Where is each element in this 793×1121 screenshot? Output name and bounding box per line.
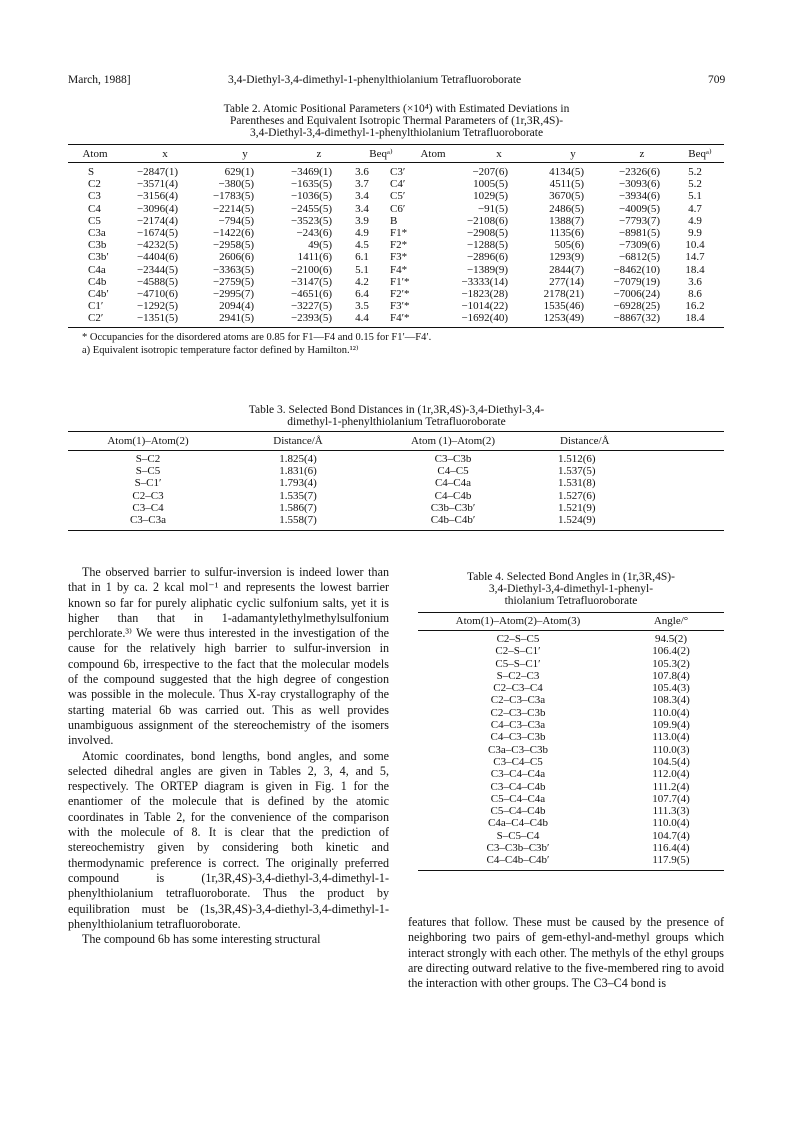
- table-cell: −1288(5): [466, 239, 508, 252]
- table-cell: −3096(4): [136, 202, 178, 215]
- table2-caption-line: Parentheses and Equivalent Isotropic Thermal Parameters of (1r,3R,4S)-: [229, 115, 564, 127]
- table-row: [418, 793, 724, 805]
- table2-bottom-rule: [68, 327, 724, 328]
- table-cell: C3–C4–C4b: [490, 780, 546, 793]
- table-cell: 4134(5): [549, 166, 584, 178]
- table-cell: −1635(5): [290, 178, 332, 191]
- table-cell: 1.558(7): [279, 514, 317, 527]
- table-cell: −1292(5): [136, 300, 178, 313]
- table-cell: 109.9(4): [652, 719, 690, 732]
- table-row: [418, 633, 724, 645]
- table2-col-atom: Atom: [420, 148, 446, 160]
- table-row: [68, 215, 724, 227]
- table-cell: F4′*: [390, 312, 410, 325]
- left-column-text: [68, 565, 389, 947]
- table-cell: 110.0(4): [652, 706, 690, 719]
- table-cell: 14.7: [685, 251, 705, 264]
- table-cell: C3a: [88, 227, 106, 240]
- table4-caption-line: thiolanium Tetrafluoroborate: [504, 595, 638, 607]
- table-cell: F2′*: [390, 288, 410, 301]
- table-cell: F3*: [390, 251, 408, 264]
- table-cell: −1692(40): [461, 312, 508, 325]
- table-cell: 2844(7): [549, 263, 584, 276]
- table3-caption-line: dimethyl-1-phenylthiolanium Tetrafluoroborate: [287, 416, 506, 428]
- table-cell: 49(5): [308, 239, 332, 252]
- paragraph: The compound 6b has some interesting structural: [82, 932, 321, 947]
- table-cell: 1.825(4): [279, 453, 317, 465]
- table-cell: −3227(5): [290, 300, 332, 313]
- table-cell: −2958(5): [212, 239, 254, 252]
- table-cell: −4588(5): [136, 275, 178, 288]
- table3-top-rule: [68, 431, 724, 432]
- table-cell: −794(5): [218, 214, 254, 227]
- table2-col-z: z: [639, 148, 645, 160]
- table-cell: 1.537(5): [558, 465, 596, 478]
- paragraph: Atomic coordinates, bond lengths, bond angles, and some selected dihedral angles are given in Tables 2, 3, 4, and 5, respectively. The ORTEP diagram is given in Fig. 1 for the enantiomer of the molecule that is defined by the atomic coordinates in Table 2, for the convenience of the comparison with the molecule of 8. It is clear that the prediction of stereochemistry given by considering both kinetic and thermodynamic preference is correct. The originally preferred compound is (1r,3R,4S)-3,4-diethyl-3,4-dimethyl-1-phenylthiolanium tetrafluoroborate. Thus the product by equilibration must be (1s,3R,4S)-3,4-diethyl-3,4-dimethyl-1-phenylthiolanium tetrafluoroborate.: [68, 748, 389, 931]
- table-cell: 5.2: [688, 178, 702, 191]
- table-cell: C3–C3a: [129, 514, 167, 527]
- table-cell: −6928(25): [613, 300, 660, 313]
- table-row: [418, 854, 724, 866]
- table-cell: −3147(5): [290, 275, 332, 288]
- table-cell: 108.3(4): [652, 694, 690, 707]
- table-cell: −3156(4): [136, 190, 178, 203]
- table-cell: −2393(5): [290, 312, 332, 325]
- table-cell: 6.4: [355, 288, 369, 301]
- table-cell: S: [88, 166, 95, 178]
- table-cell: C3a–C3–C3b: [488, 743, 548, 756]
- table-cell: 3.4: [355, 202, 369, 215]
- table-cell: −2214(5): [212, 202, 254, 215]
- table-cell: 117.9(5): [652, 854, 690, 867]
- table-cell: C5′: [390, 190, 406, 203]
- table-row: [68, 227, 724, 239]
- table4-caption-line: Table 4. Selected Bond Angles in (1r,3R,4S)-: [467, 571, 675, 583]
- table4-bottom-rule: [418, 870, 724, 871]
- table-cell: −1351(5): [136, 312, 178, 325]
- table4-col-angle: Angle/°: [653, 615, 689, 627]
- table-row: [418, 842, 724, 854]
- table2-col-z: z: [316, 148, 322, 160]
- table-cell: −2100(6): [290, 263, 332, 276]
- table-cell: −2108(6): [466, 214, 508, 227]
- table-cell: 2094(4): [219, 300, 254, 313]
- table-cell: 110.0(3): [652, 743, 690, 756]
- table3-header: [68, 435, 724, 447]
- table-cell: 1.512(6): [558, 453, 596, 465]
- table-cell: −4404(6): [136, 251, 178, 264]
- table2-header-rule: [68, 162, 724, 163]
- table-cell: −1389(9): [466, 263, 508, 276]
- table-cell: 1293(9): [549, 251, 584, 264]
- table-cell: C3–C4–C4a: [490, 768, 546, 781]
- table-cell: −2174(4): [136, 214, 178, 227]
- table-cell: −3093(6): [618, 178, 660, 191]
- table-cell: −7309(6): [618, 239, 660, 252]
- table-cell: 1029(5): [473, 190, 508, 203]
- table-cell: 3.9: [355, 214, 369, 227]
- table-cell: −2908(5): [466, 227, 508, 240]
- table-cell: −3333(14): [461, 275, 508, 288]
- table-cell: 116.4(4): [652, 842, 690, 855]
- table-cell: 104.5(4): [652, 755, 690, 768]
- table-row: [418, 768, 724, 780]
- table-cell: 18.4: [685, 312, 705, 325]
- table-cell: C3–C4: [132, 501, 164, 514]
- paragraph: features that follow. These must be caused by the presence of neighboring two pairs of gem-ethyl-and-methyl groups which interact strongly with each other. The methyls of the ethyl groups are directing outward relative to the five-membered ring to avoid the interaction with other groups. The C3–C4 bond is: [408, 915, 724, 991]
- table-cell: −207(6): [472, 166, 508, 178]
- table2-col-y: y: [242, 148, 248, 160]
- table-cell: 1388(7): [549, 214, 584, 227]
- table-cell: C4–C5: [437, 465, 469, 478]
- table-cell: 6.1: [355, 251, 369, 264]
- table-cell: 94.5(2): [654, 633, 688, 645]
- table-cell: C2–S–C5: [496, 633, 540, 645]
- table-cell: 505(6): [554, 239, 584, 252]
- table-row: [68, 239, 724, 251]
- table-row: [418, 781, 724, 793]
- table-cell: 18.4: [685, 263, 705, 276]
- table-cell: 4.7: [688, 202, 702, 215]
- table-cell: −2455(5): [290, 202, 332, 215]
- table-cell: C2–S–C1′: [495, 645, 541, 658]
- table-cell: 1.793(4): [279, 477, 317, 490]
- table-cell: 629(1): [224, 166, 254, 178]
- table-row: [418, 731, 724, 743]
- table3-body: [68, 453, 724, 526]
- table-cell: 2606(6): [219, 251, 254, 264]
- table-cell: 105.3(2): [652, 657, 690, 670]
- table-cell: C4–C4a: [434, 477, 472, 490]
- table-cell: −3571(4): [136, 178, 178, 191]
- table-cell: 1.521(9): [558, 501, 596, 514]
- table-cell: F3′*: [390, 300, 410, 313]
- table-cell: C4–C4b: [434, 489, 472, 502]
- table-cell: 4.2: [355, 275, 369, 288]
- table-cell: 1535(46): [543, 300, 584, 313]
- table2-col-x: x: [162, 148, 168, 160]
- table-cell: C2–C3–C3b: [490, 706, 546, 719]
- table-cell: C4: [88, 202, 101, 215]
- table-cell: C4a–C4–C4b: [488, 817, 548, 830]
- table-row: [418, 719, 724, 731]
- table3-col-distance: Distance/Å: [560, 435, 610, 447]
- table-cell: 1.531(8): [558, 477, 596, 490]
- table-cell: 1253(49): [543, 312, 584, 325]
- paragraph: The observed barrier to sulfur-inversion is indeed lower than that in 1 by ca. 2 kcal mol⁻¹ and represents the lowest barrier known so far for purely aliphatic cyclic sulfonium salts, yet it is higher than that in 1-adamantylethylmethylsulfonium perchlorate.³⁾ We were thus interested in the investigation of the cause for the relatively high barrier to sulfur-inversion in compound 6b, irrespective to the fact that the molecular models of the compound suggested that the high degree of congestion was possible in the molecule. Thus X-ray crystallography of the starting material 6b was carried out. This as well provides unambiguous assignment of the stereochemistry of the isomers involved.: [68, 565, 389, 748]
- table-row: [68, 288, 724, 300]
- table-cell: −6812(5): [618, 251, 660, 264]
- table2-body: [68, 166, 724, 325]
- table-cell: 1.524(9): [558, 514, 596, 527]
- table-cell: C2: [88, 178, 101, 191]
- table-cell: −1783(5): [212, 190, 254, 203]
- table-cell: C3′: [390, 166, 406, 178]
- table-cell: S–C1′: [134, 477, 162, 490]
- table-row: [418, 682, 724, 694]
- table2-col-y: y: [570, 148, 576, 160]
- table-cell: C2–C3–C4: [493, 682, 543, 695]
- table-cell: F2*: [390, 239, 408, 252]
- table-cell: 2941(5): [219, 312, 254, 325]
- table-cell: −8462(10): [613, 263, 660, 276]
- table-cell: 110.0(4): [652, 817, 690, 830]
- table-cell: −7079(19): [613, 275, 660, 288]
- table-cell: C3b′: [88, 251, 109, 264]
- table-cell: −243(6): [296, 227, 332, 240]
- table4-col-atoms: Atom(1)–Atom(2)–Atom(3): [455, 615, 581, 627]
- table-cell: 106.4(2): [652, 645, 690, 658]
- table-cell: −3934(6): [618, 190, 660, 203]
- table-cell: 1005(5): [473, 178, 508, 191]
- table-cell: 1.535(7): [279, 489, 317, 502]
- table-cell: 5.2: [688, 166, 702, 178]
- table-row: [418, 694, 724, 706]
- table-cell: C4a: [88, 263, 106, 276]
- table2-col-x: x: [496, 148, 502, 160]
- table-cell: 277(14): [549, 275, 584, 288]
- table-cell: 111.2(4): [652, 780, 690, 793]
- table-cell: C3b–C3b′: [430, 501, 476, 514]
- table-cell: −8867(32): [613, 312, 660, 325]
- table-row: [68, 514, 724, 526]
- table4-caption: [418, 571, 724, 607]
- table-cell: −7006(24): [613, 288, 660, 301]
- table-cell: −2344(5): [136, 263, 178, 276]
- table-cell: C4b–C4b′: [430, 514, 476, 527]
- table2-footnote-a: a) Equivalent isotropic temperature factor defined by Hamilton.¹²⁾: [82, 345, 359, 356]
- table-row: [68, 453, 724, 465]
- table2-footnote-occupancy: * Occupancies for the disordered atoms are 0.85 for F1—F4 and 0.15 for F1′—F4′.: [82, 332, 432, 343]
- table-row: [418, 670, 724, 682]
- table-cell: S–C5: [135, 465, 161, 478]
- running-header-date: March, 1988]: [68, 74, 131, 86]
- table-cell: C3–C4–C5: [493, 755, 543, 768]
- table-cell: C1′: [88, 300, 104, 313]
- table-cell: 4511(5): [549, 178, 584, 191]
- table-cell: −8981(5): [618, 227, 660, 240]
- table-cell: C4′: [390, 178, 406, 191]
- table-cell: C2–C3: [132, 489, 164, 502]
- table-cell: −380(5): [218, 178, 254, 191]
- table-cell: 8.6: [688, 288, 702, 301]
- table-cell: −4710(6): [136, 288, 178, 301]
- table-row: [68, 166, 724, 178]
- table-cell: S–C2–C3: [496, 669, 540, 682]
- table2-header: [68, 148, 724, 160]
- table-cell: −2759(5): [212, 275, 254, 288]
- table-cell: 16.2: [685, 300, 705, 313]
- table-cell: 113.0(4): [652, 731, 690, 744]
- table-cell: 5.1: [355, 263, 369, 276]
- table-cell: C4b′: [88, 288, 109, 301]
- table2-caption: [100, 103, 693, 139]
- page-number: 709: [708, 74, 726, 86]
- table-row: [418, 817, 724, 829]
- table-cell: C5–C4–C4a: [490, 792, 546, 805]
- table-cell: −2326(6): [618, 166, 660, 178]
- table-row: [68, 178, 724, 190]
- table-cell: −1674(5): [136, 227, 178, 240]
- right-column-text: [408, 915, 724, 991]
- table-row: [68, 465, 724, 477]
- table-row: [68, 300, 724, 312]
- table-cell: −91(5): [477, 202, 508, 215]
- table-cell: S–C2: [135, 453, 161, 465]
- table4-top-rule: [418, 612, 724, 613]
- table-cell: 1135(6): [549, 227, 584, 240]
- table-cell: 3.5: [355, 300, 369, 313]
- table-cell: −2896(6): [466, 251, 508, 264]
- table-cell: 1.831(6): [279, 465, 317, 478]
- table3-col-distance: Distance/Å: [273, 435, 323, 447]
- table2-top-rule: [68, 144, 724, 145]
- table4-caption-line: 3,4-Diethyl-3,4-dimethyl-1-phenyl-: [488, 583, 654, 595]
- table-cell: 4.4: [355, 312, 369, 325]
- table-cell: 1411(6): [297, 251, 332, 264]
- table-cell: 4.5: [355, 239, 369, 252]
- table-cell: −7793(7): [618, 214, 660, 227]
- table-cell: C5–C4–C4b: [490, 805, 546, 818]
- table2-col-beq: Beqᵃ⁾: [369, 148, 393, 160]
- table-cell: B: [390, 214, 398, 227]
- table3-bottom-rule: [68, 530, 724, 531]
- table-cell: −1014(22): [461, 300, 508, 313]
- table2-caption-line: Table 2. Atomic Positional Parameters (×10⁴) with Estimated Deviations in: [223, 103, 570, 115]
- table-cell: 107.8(4): [652, 669, 690, 682]
- table-cell: 111.3(3): [652, 805, 690, 818]
- table3-col-atoms: Atom (1)–Atom(2): [410, 435, 495, 447]
- table-cell: −4009(5): [618, 202, 660, 215]
- table-cell: 104.7(4): [652, 829, 690, 842]
- table-row: [418, 645, 724, 657]
- table-cell: −1823(28): [461, 288, 508, 301]
- table-cell: −1422(6): [212, 227, 254, 240]
- table2-caption-line: 3,4-Diethyl-3,4-dimethyl-1-phenylthiolanium Tetrafluoroborate: [249, 127, 544, 139]
- table-cell: −3469(1): [290, 166, 332, 178]
- table-cell: C4–C3–C3a: [490, 719, 546, 732]
- table-cell: 3.6: [688, 275, 702, 288]
- table-cell: 1.586(7): [279, 501, 317, 514]
- table-cell: 4.9: [688, 214, 702, 227]
- table-cell: 112.0(4): [652, 768, 690, 781]
- table-cell: 4.9: [355, 227, 369, 240]
- table-cell: −3363(5): [212, 263, 254, 276]
- table-cell: 3.4: [355, 190, 369, 203]
- table-cell: −1036(5): [290, 190, 332, 203]
- table-cell: C5–S–C1′: [495, 657, 541, 670]
- table-row: [68, 490, 724, 502]
- table-cell: 3.7: [355, 178, 369, 191]
- table3-caption-line: Table 3. Selected Bond Distances in (1r,3R,4S)-3,4-Diethyl-3,4-: [248, 404, 545, 416]
- table3-col-atoms: Atom(1)–Atom(2): [107, 435, 189, 447]
- table-cell: −2847(1): [136, 166, 178, 178]
- table2-col-atom: Atom: [82, 148, 108, 160]
- table-cell: −4651(6): [290, 288, 332, 301]
- table-cell: C3–C3b: [434, 453, 472, 465]
- table-cell: F1*: [390, 227, 408, 240]
- table-cell: C3b: [88, 239, 107, 252]
- table-row: [68, 502, 724, 514]
- table-cell: C5: [88, 214, 101, 227]
- table-row: [418, 707, 724, 719]
- table-cell: −2995(7): [212, 288, 254, 301]
- table-row: [418, 744, 724, 756]
- table-cell: 5.1: [688, 190, 702, 203]
- table-cell: −4232(5): [136, 239, 178, 252]
- table-cell: C4b: [88, 275, 107, 288]
- table-row: [68, 264, 724, 276]
- table4-body: [418, 633, 724, 867]
- table-cell: 3.6: [355, 166, 369, 178]
- table-cell: S–C5–C4: [496, 829, 540, 842]
- table-cell: 3670(5): [549, 190, 584, 203]
- table-row: [418, 658, 724, 670]
- table-cell: F1′*: [390, 275, 410, 288]
- table-row: [418, 830, 724, 842]
- table-cell: 10.4: [685, 239, 705, 252]
- table2-col-beq: Beqᵃ⁾: [688, 148, 712, 160]
- table-cell: C6′: [390, 202, 406, 215]
- table3-header-rule: [68, 450, 724, 451]
- table-row: [68, 203, 724, 215]
- table-row: [68, 251, 724, 263]
- table3-caption: [150, 404, 643, 428]
- table-row: [68, 312, 724, 324]
- table-cell: 105.4(3): [652, 682, 690, 695]
- table-row: [418, 756, 724, 768]
- table-row: [68, 276, 724, 288]
- running-header-title: 3,4-Diethyl-3,4-dimethyl-1-phenylthiolanium Tetrafluoroborate: [228, 74, 522, 86]
- table-cell: C4–C4b–C4b′: [486, 854, 550, 867]
- table4-header: [418, 615, 724, 627]
- table-row: [68, 190, 724, 202]
- table-cell: 2486(5): [549, 202, 584, 215]
- table-cell: −3523(5): [290, 214, 332, 227]
- table-row: [418, 805, 724, 817]
- table-cell: 9.9: [688, 227, 702, 240]
- table-cell: C3: [88, 190, 101, 203]
- table-cell: 107.7(4): [652, 792, 690, 805]
- table4-header-rule: [418, 630, 724, 631]
- table-cell: C3–C3b–C3b′: [486, 842, 550, 855]
- table-cell: C2–C3–C3a: [490, 694, 546, 707]
- table-cell: C2′: [88, 312, 104, 325]
- table-cell: 1.527(6): [558, 489, 596, 502]
- table-cell: F4*: [390, 263, 408, 276]
- table-cell: C4–C3–C3b: [490, 731, 546, 744]
- table-cell: 2178(21): [543, 288, 584, 301]
- table-row: [68, 477, 724, 489]
